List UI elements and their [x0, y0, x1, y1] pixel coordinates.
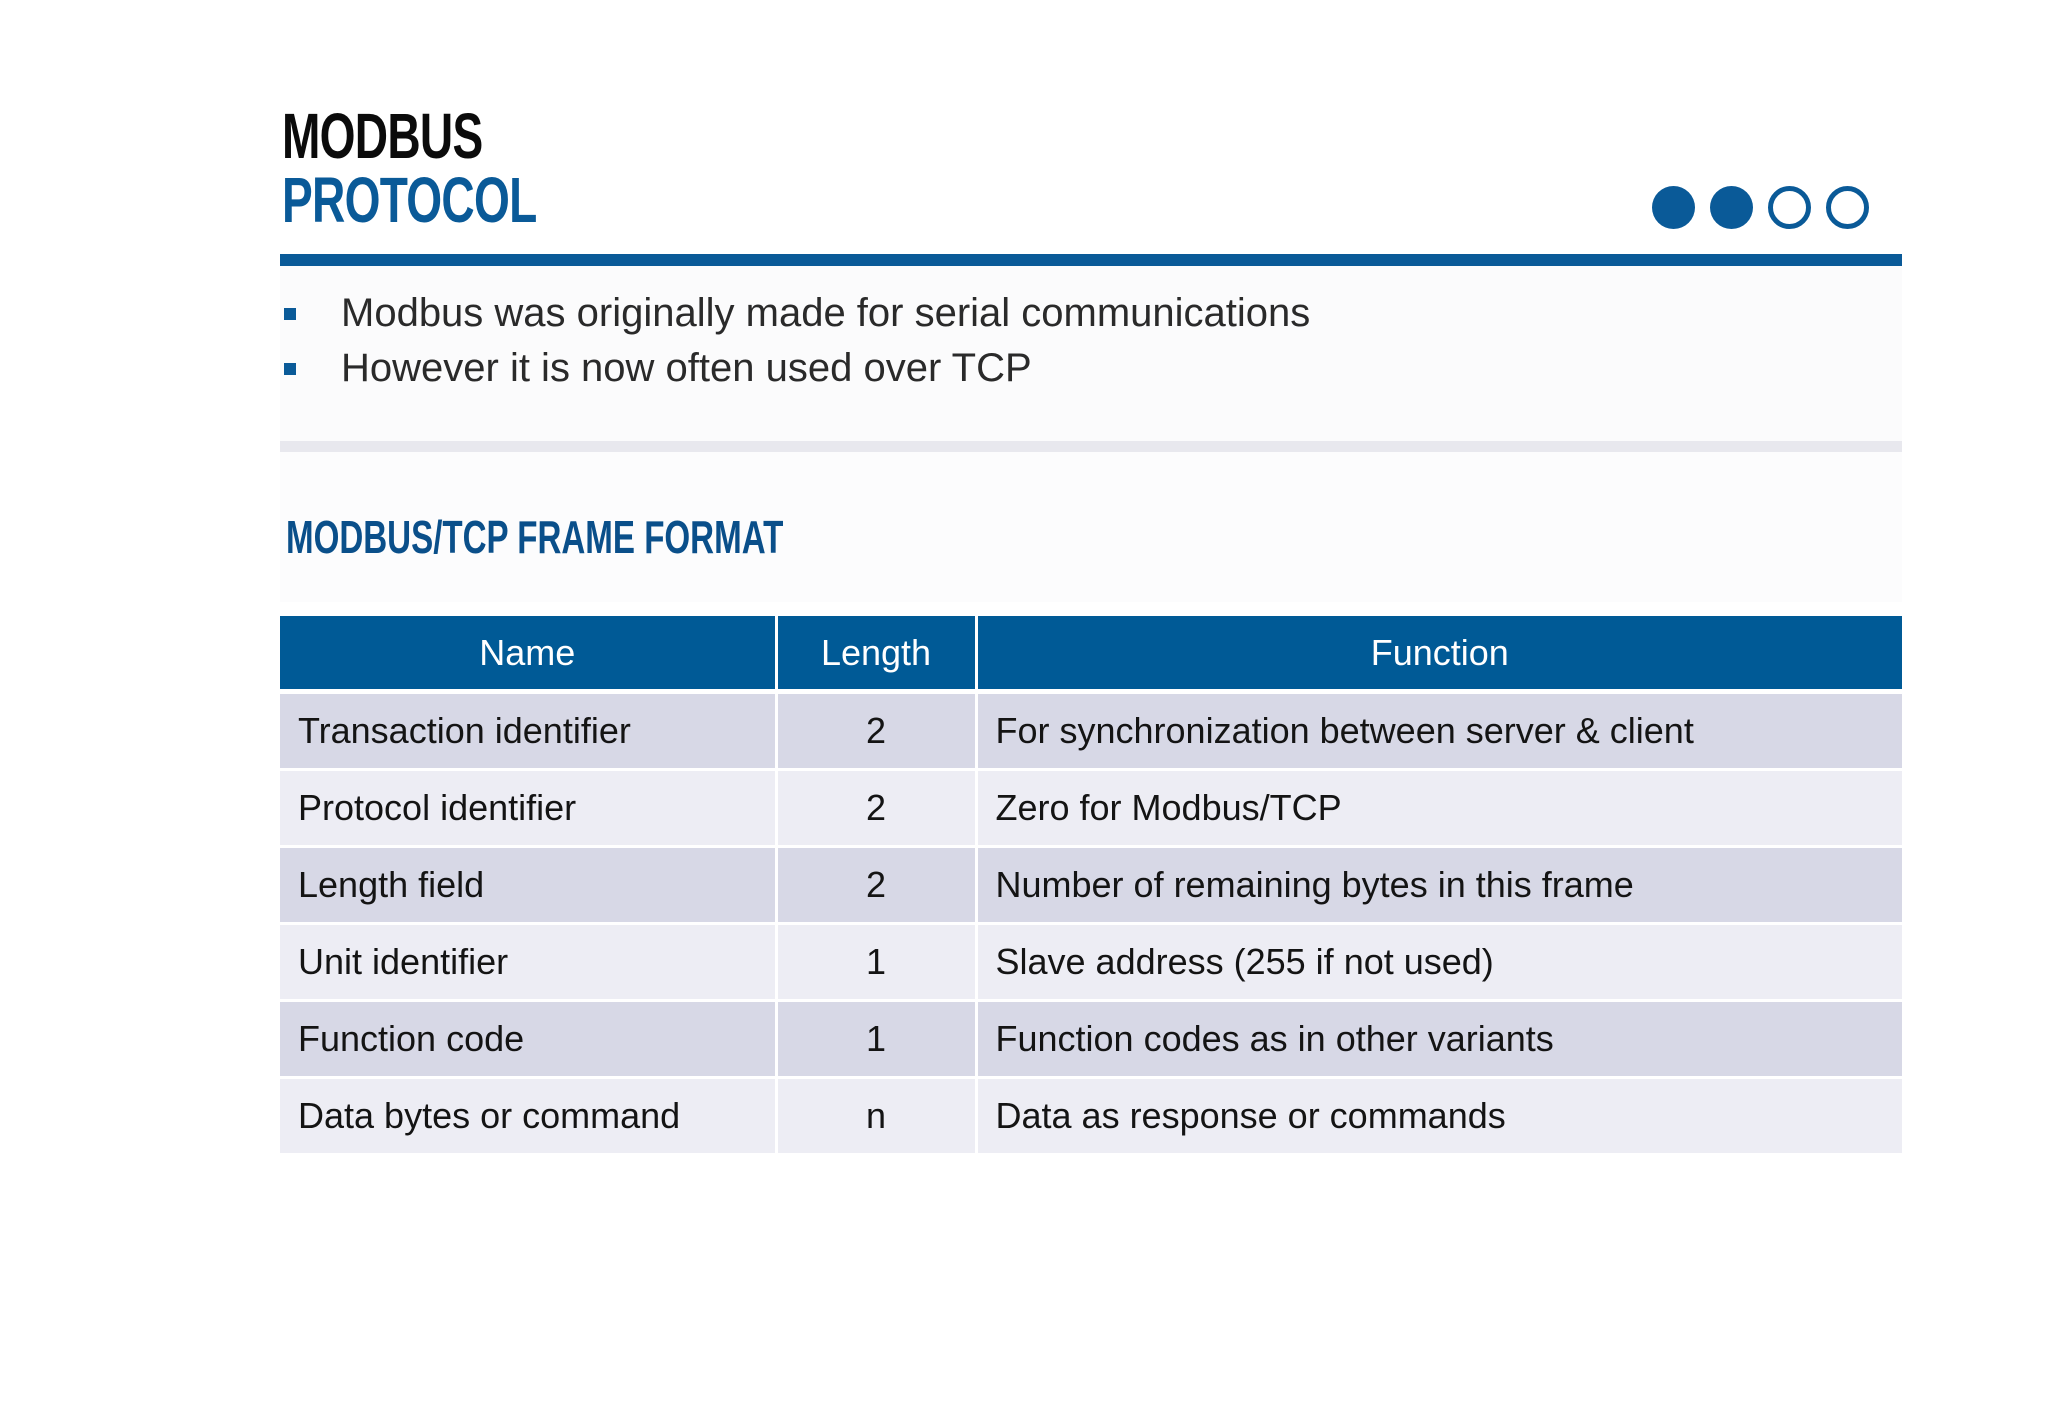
cell-length: 1: [776, 1001, 976, 1078]
cell-name: Unit identifier: [280, 924, 776, 1001]
column-header-function: Function: [976, 616, 1902, 692]
bullet-item: [282, 286, 1310, 341]
slide-title: [282, 100, 537, 236]
progress-dot-1-filled: [1652, 186, 1695, 229]
cell-name: Function code: [280, 1001, 776, 1078]
cell-function: Number of remaining bytes in this frame: [976, 847, 1902, 924]
title-divider: [280, 254, 1902, 266]
table-header-row: [280, 616, 1902, 692]
cell-name: Data bytes or command: [280, 1078, 776, 1155]
bullet-list: [282, 286, 1310, 396]
title-line-2: PROTOCOL: [282, 164, 537, 236]
table-row: [280, 1001, 1902, 1078]
progress-dot-3-empty: [1768, 186, 1811, 229]
table-row: [280, 924, 1902, 1001]
cell-function: Zero for Modbus/TCP: [976, 770, 1902, 847]
cell-length: 2: [776, 847, 976, 924]
column-header-name: Name: [280, 616, 776, 692]
cell-length: n: [776, 1078, 976, 1155]
bullet-item: [282, 341, 1310, 396]
cell-length: 1: [776, 924, 976, 1001]
progress-dot-2-filled: [1710, 186, 1753, 229]
frame-format-table: [280, 616, 1902, 1156]
column-header-length: Length: [776, 616, 976, 692]
cell-length: 2: [776, 770, 976, 847]
title-line-1: MODBUS: [282, 100, 483, 172]
section-title: MODBUS/TCP FRAME FORMAT: [286, 511, 784, 563]
table-row: [280, 1078, 1902, 1155]
progress-indicator: [1652, 186, 1869, 229]
bullet-text: However it is now often used over TCP: [341, 346, 1032, 390]
cell-name: Length field: [280, 847, 776, 924]
cell-function: Slave address (255 if not used): [976, 924, 1902, 1001]
cell-function: Data as response or commands: [976, 1078, 1902, 1155]
cell-length: 2: [776, 692, 976, 770]
square-bullet-icon: [284, 308, 296, 320]
cell-function: For synchronization between server & client: [976, 692, 1902, 770]
cell-function: Function codes as in other variants: [976, 1001, 1902, 1078]
table-row: [280, 692, 1902, 770]
bullet-text: Modbus was originally made for serial communications: [341, 291, 1311, 335]
progress-dot-4-empty: [1826, 186, 1869, 229]
square-bullet-icon: [284, 363, 296, 375]
table-row: [280, 770, 1902, 847]
section-divider: [280, 441, 1902, 452]
cell-name: Protocol identifier: [280, 770, 776, 847]
cell-name: Transaction identifier: [280, 692, 776, 770]
table-row: [280, 847, 1902, 924]
